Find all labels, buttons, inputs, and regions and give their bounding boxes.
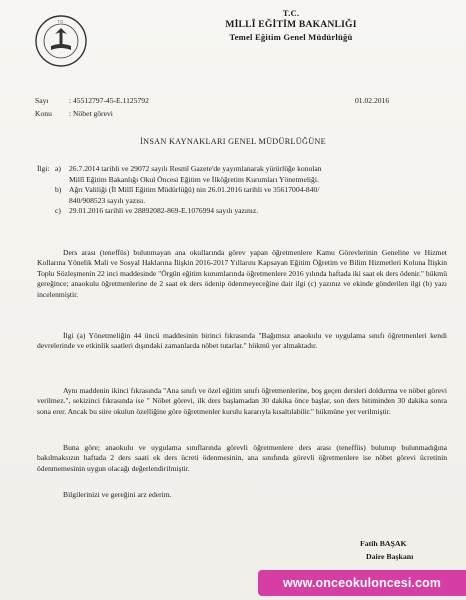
body-paragraph-3: Aynı maddenin ikinci fıkrasında "Ana sınıfı ve özel eğitim sınıfı öğretmenlerine, boş geçen dersleri doldurma ve nöbet görevi verilmez.", sekizinci fıkrasında ise " Nöbet görevi, ilk ders başlamadan 30 dakika önce başlar, son ders bitiminden 30 dakika sonra sona erer. Ancak bu süre okulun özelliğine göre öğretmenler kurulu kararıyla kısaltılabilir." hükmüne yer verilmiştir.: [37, 386, 447, 416]
ilgi-text: 29.01.2016 tarihli ve 28892082-869-E.1076994 sayılı yazınız.: [69, 206, 259, 216]
ilgi-letter: a): [55, 164, 61, 173]
signatory-title: Daire Başkanı: [366, 552, 414, 561]
ilgi-letter: b): [55, 185, 62, 195]
document-date: 01.02.2016: [355, 96, 390, 105]
konu-line: [35, 109, 113, 118]
ilgi-item-c: [37, 206, 447, 217]
ilgi-text: Ağrı Valiliği (İl Millî Eğitim Müdürlüğü) nin 26.01.2016 tarihli ve 35617004-840/: [69, 185, 320, 195]
watermark-banner[interactable]: www.onceokuloncesi.com: [258, 570, 466, 596]
ilgi-text: 840/908523 sayılı yazısı.: [69, 195, 146, 205]
sayi-value: : 45512797-45-E.1125792: [69, 96, 149, 105]
header-ministry: MİLLÎ EĞİTİM BAKANLIĞI: [225, 19, 357, 30]
ilgi-item-b: [37, 185, 447, 196]
header-tc: T.C.: [282, 8, 300, 18]
sayi-label: Sayı: [35, 96, 49, 105]
body-paragraph-1: Ders arası (teneffüs) bulunmayan ana okullarında görev yapan öğretmenlere Kamu Görevlerinin Geneline ve Hizmet Kollarına Yönelik Mali ve Sosyal Haklarına İlişkin 2016-2017 Yıllarını Kapsayan Eğitim Öğretim ve Bilim Hizmetleri Koluna İlişkin Toplu Sözleşmenin 22 inci maddesinde "Örgün eğitim kurumlarında öğretmenlere 2016 yılında haftada iki saat ek ders ödenir." hükmü gereğince; anaokulu öğretmenlerine de 2 saat ek ders ödenip ödenmeyeceğine dair ilgi (c) yazınız ve ekinde gönderilen ilgi (b) yazı incelenmiştir.: [37, 248, 448, 299]
svg-text:T.C.: T.C.: [57, 18, 65, 24]
ilgi-text: Millî Eğitim Bakanlığı Okul Öncesi Eğitim ve İlköğretim Kurumları Yönetmeliği.: [69, 174, 319, 184]
ilgi-letter: c): [55, 206, 61, 216]
konu-label: Konu: [35, 109, 52, 118]
ilgi-block: [37, 164, 447, 217]
recipient: İNSAN KAYNAKLARI GENEL MÜDÜRLÜĞÜNE: [140, 137, 326, 146]
body-paragraph-2: İlgi (a) Yönetmeliğin 44 üncü maddesinin birinci fıkrasında "Bağımsız anaokulu ve uygulama sınıfı öğretmenleri kendi devrelerinde ve etkinlik saatleri dışındaki zamanlarda nöbet tutarlar." hükmü yer almaktadır.: [37, 331, 447, 351]
ilgi-text: 26.7.2014 tarihli ve 29072 sayılı Resmî Gazete'de yayımlanarak yürürlüğe konulan: [69, 164, 322, 173]
ilgi-item-a: [37, 164, 447, 175]
sayi-line: [35, 96, 149, 105]
header-department: Temel Eğitim Genel Müdürlüğü: [229, 32, 353, 42]
ilgi-label: İlgi:: [37, 164, 50, 173]
konu-value: : Nöbet görevi: [69, 109, 113, 118]
body-paragraph-4: Buna göre; anaokulu ve uygulama sınıflarında görevli öğretmenlere ders arası (teneffüs) bulunup bulunmadığına bakılmaksızın haftada 2 ders saati ek ders ücreti ödenmesinin, ana sınıfında görevli öğretmenlere ise nöbet görevi ücretinin ödenmemesinin uygun olacağı değerlendirilmiştir.: [37, 443, 447, 473]
closing-paragraph: Bilgilerinizi ve gereğini arz ederim.: [63, 490, 172, 499]
signatory-name: Fatih BAŞAK: [360, 539, 407, 548]
